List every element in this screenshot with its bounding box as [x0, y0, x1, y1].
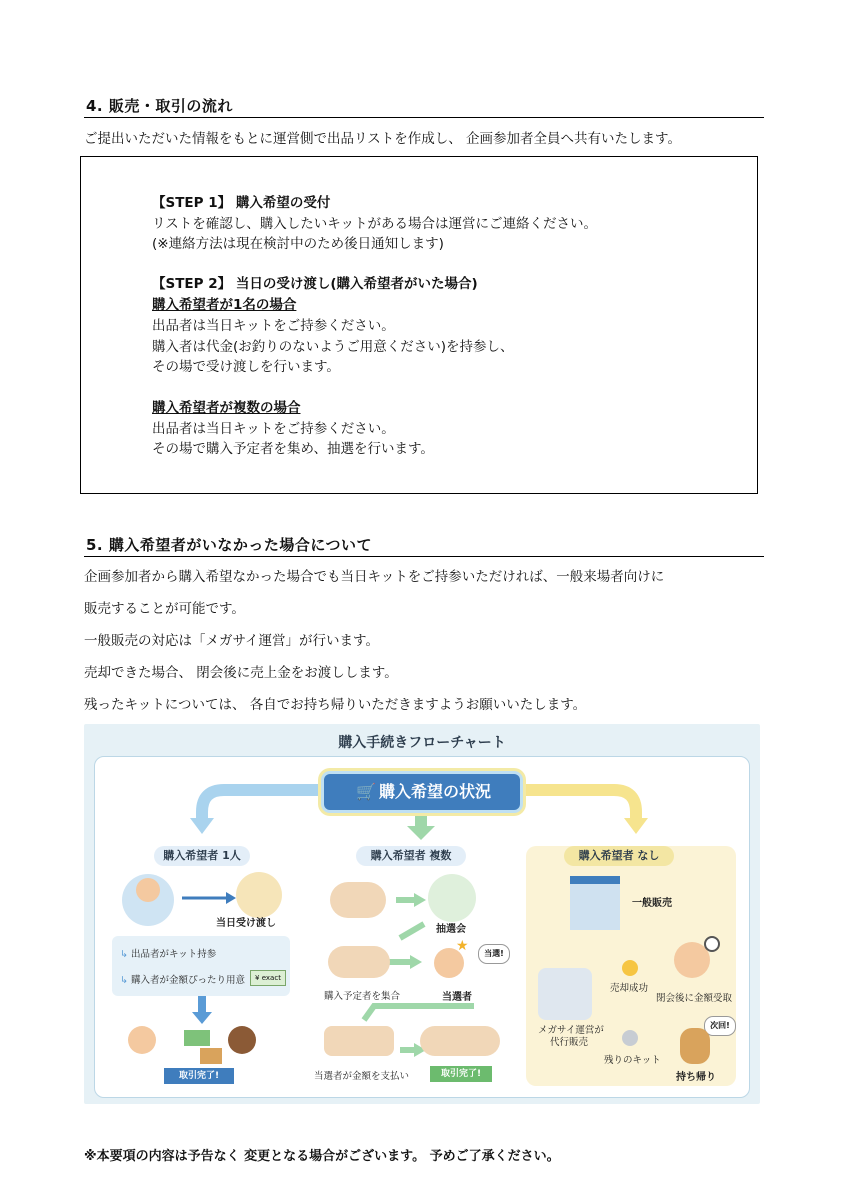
takehome-label: 持ち帰り: [676, 1072, 716, 1083]
leftover-label: 残りのキット: [604, 1055, 661, 1066]
col2-done-tag: 取引完了!: [430, 1066, 492, 1082]
proxy-label-2: 代行販売: [550, 1037, 589, 1048]
clock-icon: [704, 936, 720, 952]
neutral-face-icon: [622, 1030, 638, 1046]
payment-scene: [324, 1026, 394, 1056]
section4-rule: [84, 117, 764, 118]
happy-group: [420, 1026, 500, 1056]
col3-chip: 購入希望者 なし: [564, 846, 674, 866]
step2-multi-line1: 出品者は当日キットをご持参ください。: [152, 421, 395, 437]
section5-body: [84, 561, 664, 721]
step2-multi-line2: その場で購入予定者を集め、抽選を行います。: [152, 441, 434, 457]
step2-single-line1: 出品者は当日キットをご持参ください。: [152, 318, 395, 334]
section5-line5: 残ったキットについては、 各自でお持ち帰りいただきますようお願いいたします。: [84, 697, 587, 713]
note1: ↳ 出品者がキット持参: [120, 949, 217, 960]
lottery-label: 抽選会: [436, 924, 466, 935]
step2-single-heading: 購入希望者が1名の場合: [152, 297, 297, 313]
sold-label: 売却成功: [610, 983, 649, 994]
section5-rule: [84, 556, 764, 557]
exact-cash-tag: ¥ exact: [250, 970, 286, 986]
handshake-icon: [236, 872, 282, 918]
winner-label: 当選者: [442, 992, 472, 1003]
flowchart: [84, 724, 760, 1104]
buyer-face-icon: [136, 878, 160, 902]
col1-chip: 購入希望者 1人: [154, 846, 250, 866]
carry-home-figure: [680, 1028, 710, 1064]
footer-note: ※本要項の内容は予告なく 変更となる場合がございます。 予めご了承ください。: [84, 1149, 560, 1164]
kit-box-icon: [200, 1048, 222, 1064]
buyer-figure: [228, 1026, 256, 1054]
seller-figure: [128, 1026, 156, 1054]
col2-chip: 購入希望者 複数: [356, 846, 466, 866]
section4-heading: 4. 販売・取引の流れ: [86, 97, 233, 115]
group-figures: [330, 882, 386, 918]
step2-multi-heading: 購入希望者が複数の場合: [152, 400, 301, 416]
pay-label: 当選者が金額を支払い: [314, 1071, 410, 1082]
section5-heading: 5. 購入希望者がいなかった場合について: [86, 536, 373, 554]
gather-figures: [328, 946, 390, 978]
col1-done-tag: 取引完了!: [164, 1068, 234, 1084]
shopping-cart-icon: 🛒: [356, 782, 376, 801]
proxy-label-1: メガサイ運営が: [538, 1025, 604, 1036]
step2-single-line3: その場で受け渡しを行います。: [152, 359, 340, 375]
section5-line1: 企画参加者から購入希望なかった場合でも当日キットをご持参いただければ、一般来場者向けに: [84, 569, 665, 585]
robot-vendor-icon: [538, 968, 592, 1020]
step2-single-line2: 購入者は代金(お釣りのないようご用意ください)を持参し、: [152, 339, 514, 355]
center-status-label: 購入希望の状況: [378, 782, 491, 801]
step1-line2: (※連絡方法は現在検討中のため後日通知します): [152, 236, 444, 252]
next-time-bubble: 次回!: [704, 1016, 736, 1036]
step1-title: 【STEP 1】 購入希望の受付: [152, 195, 331, 211]
star-icon: ★: [456, 938, 469, 954]
flowchart-title: 購入手続きフローチャート: [338, 735, 506, 751]
center-status-badge: [324, 774, 520, 810]
section5-line3: 一般販売の対応は「メガサイ運営」が行います。: [84, 633, 379, 649]
col1-note-box: [112, 936, 290, 996]
note2: ↳ 購入者が金額ぴったり用意: [120, 975, 246, 986]
section5-line2: 販売することが可能です。: [84, 601, 245, 617]
after-closing-label: 閉会後に金額受取: [656, 993, 733, 1004]
general-sale-label: 一般販売: [632, 898, 672, 909]
lottery-box-icon: [428, 874, 476, 922]
gather-label: 購入予定者を集合: [324, 991, 401, 1002]
step1-line1: リストを確認し、購入したいキットがある場合は運営にご連絡ください。: [152, 216, 597, 232]
shop-icon: [570, 876, 620, 930]
section4-intro: ご提出いただいた情報をもとに運営側で出品リストを作成し、 企画参加者全員へ共有いたします。: [84, 131, 681, 147]
steps-box: [80, 156, 758, 494]
happy-face-icon: [622, 960, 638, 976]
section5-line4: 売却できた場合、 閉会後に売上金をお渡しします。: [84, 665, 398, 681]
step2-title: 【STEP 2】 当日の受け渡し(購入希望者がいた場合): [152, 276, 478, 292]
handover-label: 当日受け渡し: [216, 918, 276, 929]
cash-icon: [184, 1030, 210, 1046]
winner-bubble: 当選!: [478, 944, 510, 964]
